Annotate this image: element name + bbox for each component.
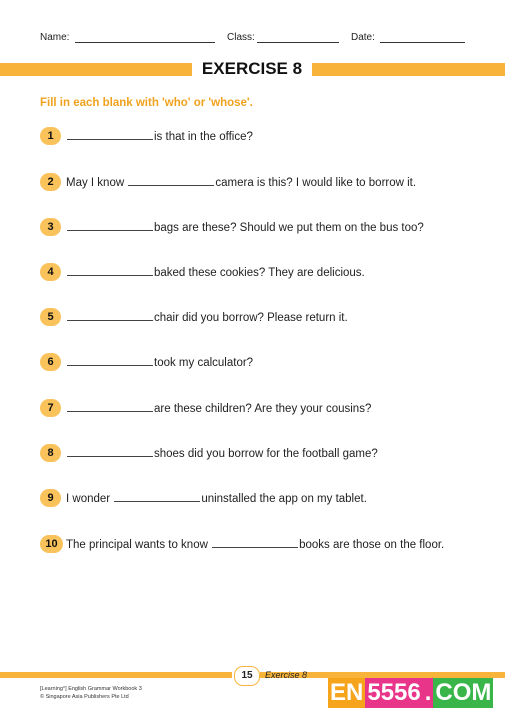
answer-blank[interactable]: [67, 265, 153, 276]
watermark-part: COM: [435, 679, 492, 706]
class-label: Class:: [227, 32, 255, 43]
name-label: Name:: [40, 32, 70, 43]
class-field[interactable]: [257, 42, 339, 43]
question-text-after: uninstalled the app on my tablet.: [201, 493, 367, 505]
publisher-line: [Learning°] English Grammar Workbook 3: [40, 686, 142, 692]
question-number: 9: [40, 489, 61, 507]
question-text-after: are these children? Are they your cousins?: [154, 403, 372, 415]
question-number: 8: [40, 444, 61, 462]
watermark-part: .: [424, 679, 432, 706]
question-text-after: camera is this? I would like to borrow it.: [215, 177, 417, 189]
watermark-part: 5556: [367, 679, 421, 706]
question-text-after: chair did you borrow? Please return it.: [154, 312, 348, 324]
banner-stripe-left: [0, 63, 192, 76]
date-field[interactable]: [380, 42, 465, 43]
exercise-label: Exercise 8: [265, 670, 308, 680]
watermark-logo: [328, 678, 493, 708]
answer-blank[interactable]: [67, 355, 153, 366]
answer-blank[interactable]: [114, 491, 200, 502]
answer-blank[interactable]: [67, 220, 153, 231]
watermark-part: EN: [330, 679, 364, 706]
answer-blank[interactable]: [67, 401, 153, 412]
question-number: 6: [40, 353, 61, 371]
date-label: Date:: [351, 32, 375, 43]
answer-blank[interactable]: [67, 310, 153, 321]
question-number: 4: [40, 263, 61, 281]
answer-blank[interactable]: [67, 446, 153, 457]
question-number: 7: [40, 399, 61, 417]
question-text-before: The principal wants to know: [66, 539, 208, 551]
question-text-after: bags are these? Should we put them on the bus too?: [154, 222, 424, 234]
page-number: 15: [234, 666, 260, 686]
answer-blank[interactable]: [128, 175, 214, 186]
question-number: 1: [40, 127, 61, 145]
page-title: EXERCISE 8: [194, 58, 310, 80]
banner-stripe-right: [312, 63, 505, 76]
name-field[interactable]: [75, 42, 215, 43]
footer-stripe-left: [0, 672, 232, 678]
publisher-info: [40, 685, 142, 701]
answer-blank[interactable]: [67, 129, 153, 140]
question-text-before: May I know: [66, 177, 125, 189]
question-number: 5: [40, 308, 61, 326]
question-number: 3: [40, 218, 61, 236]
answer-blank[interactable]: [212, 537, 298, 548]
question-number: 2: [40, 173, 61, 191]
question-text-after: shoes did you borrow for the football game?: [154, 448, 378, 460]
question-text-before: I wonder: [66, 493, 111, 505]
question-text-after: books are those on the floor.: [299, 539, 445, 551]
title-banner: [0, 58, 505, 80]
question-number: 10: [40, 535, 63, 553]
publisher-line: © Singapore Asia Publishers Pte Ltd: [40, 694, 129, 700]
student-info-header: [0, 32, 505, 46]
question-text-after: is that in the office?: [154, 131, 253, 143]
instruction-text: Fill in each blank with 'who' or 'whose'.: [40, 97, 253, 109]
question-text-after: baked these cookies? They are delicious.: [154, 267, 365, 279]
question-text-after: took my calculator?: [154, 357, 254, 369]
